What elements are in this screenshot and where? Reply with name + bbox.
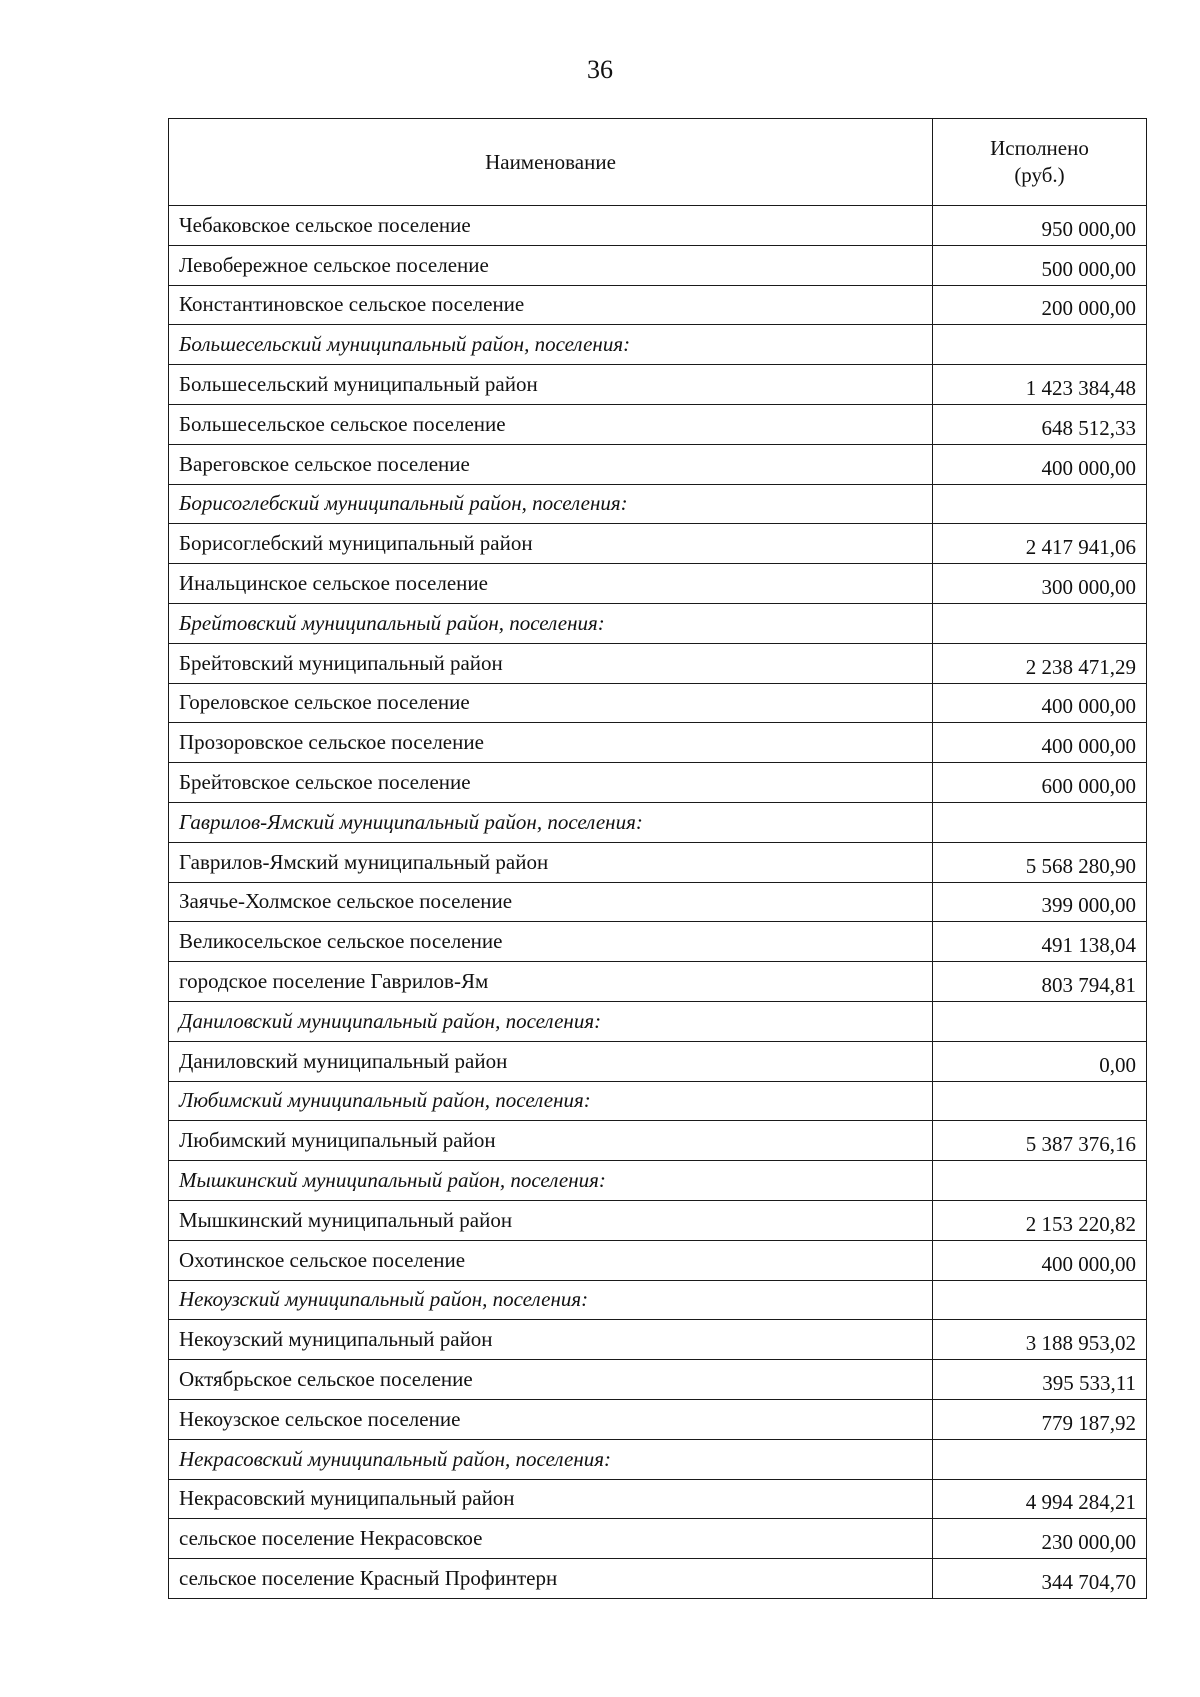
table-row <box>169 763 1147 803</box>
municipality-name: Октябрьское сельское поселение <box>169 1360 933 1400</box>
municipality-name: сельское поселение Красный Профинтерн <box>169 1559 933 1599</box>
table-row <box>169 1320 1147 1360</box>
municipality-name: Некоузский муниципальный район <box>169 1320 933 1360</box>
executed-amount <box>933 1001 1147 1041</box>
executed-amount <box>933 325 1147 365</box>
header-name-label: Наименование <box>485 149 616 174</box>
district-group-name: Брейтовский муниципальный район, поселения: <box>169 603 933 643</box>
municipality-name: Заячье-Холмское сельское поселение <box>169 882 933 922</box>
municipality-name: Даниловский муниципальный район <box>169 1041 933 1081</box>
executed-amount: 779 187,92 <box>933 1399 1147 1439</box>
executed-amount: 648 512,33 <box>933 404 1147 444</box>
header-name-cell <box>169 119 933 206</box>
municipality-name: Мышкинский муниципальный район <box>169 1200 933 1240</box>
table-row <box>169 206 1147 246</box>
table-row <box>169 245 1147 285</box>
executed-amount: 400 000,00 <box>933 723 1147 763</box>
table-row <box>169 1240 1147 1280</box>
executed-amount: 5 568 280,90 <box>933 842 1147 882</box>
district-group-name: Некоузский муниципальный район, поселения: <box>169 1280 933 1320</box>
budget-execution-table <box>168 118 1147 1599</box>
municipality-name: Вареговское сельское поселение <box>169 444 933 484</box>
district-group-name: Борисоглебский муниципальный район, поселения: <box>169 484 933 524</box>
municipality-name: Левобережное сельское поселение <box>169 245 933 285</box>
executed-amount: 600 000,00 <box>933 763 1147 803</box>
executed-amount <box>933 1439 1147 1479</box>
municipality-name: Константиновское сельское поселение <box>169 285 933 325</box>
table-row <box>169 444 1147 484</box>
executed-amount <box>933 1081 1147 1121</box>
executed-amount: 2 238 471,29 <box>933 643 1147 683</box>
executed-amount: 200 000,00 <box>933 285 1147 325</box>
municipality-name: Инальцинское сельское поселение <box>169 564 933 604</box>
district-group-row <box>169 1081 1147 1121</box>
municipality-name: Чебаковское сельское поселение <box>169 206 933 246</box>
table-row <box>169 1360 1147 1400</box>
table-row <box>169 404 1147 444</box>
header-value-label: Исполнено <box>990 136 1089 160</box>
executed-amount <box>933 802 1147 842</box>
municipality-name: Борисоглебский муниципальный район <box>169 524 933 564</box>
executed-amount: 3 188 953,02 <box>933 1320 1147 1360</box>
district-group-row <box>169 1001 1147 1041</box>
table-row <box>169 1479 1147 1519</box>
table-row <box>169 365 1147 405</box>
executed-amount <box>933 1161 1147 1201</box>
table-row <box>169 723 1147 763</box>
executed-amount <box>933 603 1147 643</box>
executed-amount: 1 423 384,48 <box>933 365 1147 405</box>
municipality-name: Большесельский муниципальный район <box>169 365 933 405</box>
district-group-name: Любимский муниципальный район, поселения: <box>169 1081 933 1121</box>
municipality-name: Гаврилов-Ямский муниципальный район <box>169 842 933 882</box>
table-row <box>169 524 1147 564</box>
header-value-cell <box>933 119 1147 206</box>
executed-amount: 400 000,00 <box>933 683 1147 723</box>
table-body <box>169 206 1147 1599</box>
table-row <box>169 1200 1147 1240</box>
executed-amount: 400 000,00 <box>933 444 1147 484</box>
page-number: 36 <box>587 55 613 84</box>
table-row <box>169 1041 1147 1081</box>
executed-amount: 344 704,70 <box>933 1559 1147 1599</box>
table-row <box>169 1399 1147 1439</box>
executed-amount: 950 000,00 <box>933 206 1147 246</box>
table-row <box>169 1519 1147 1559</box>
executed-amount <box>933 1280 1147 1320</box>
municipality-name: сельское поселение Некрасовское <box>169 1519 933 1559</box>
district-group-name: Некрасовский муниципальный район, поселения: <box>169 1439 933 1479</box>
executed-amount <box>933 484 1147 524</box>
executed-amount: 500 000,00 <box>933 245 1147 285</box>
municipality-name: Некоузское сельское поселение <box>169 1399 933 1439</box>
municipality-name: Охотинское сельское поселение <box>169 1240 933 1280</box>
district-group-row <box>169 1161 1147 1201</box>
municipality-name: Брейтовский муниципальный район <box>169 643 933 683</box>
table-row <box>169 285 1147 325</box>
municipality-name: Некрасовский муниципальный район <box>169 1479 933 1519</box>
table-row <box>169 683 1147 723</box>
municipality-name: Брейтовское сельское поселение <box>169 763 933 803</box>
table-row <box>169 962 1147 1002</box>
executed-amount: 5 387 376,16 <box>933 1121 1147 1161</box>
executed-amount: 803 794,81 <box>933 962 1147 1002</box>
table-row <box>169 564 1147 604</box>
municipality-name: Прозоровское сельское поселение <box>169 723 933 763</box>
municipality-name: Любимский муниципальный район <box>169 1121 933 1161</box>
municipality-name: Гореловское сельское поселение <box>169 683 933 723</box>
table-row <box>169 922 1147 962</box>
municipality-name: Большесельское сельское поселение <box>169 404 933 444</box>
executed-amount: 2 153 220,82 <box>933 1200 1147 1240</box>
district-group-name: Большесельский муниципальный район, поселения: <box>169 325 933 365</box>
district-group-row <box>169 325 1147 365</box>
header-row <box>169 119 1147 206</box>
executed-amount: 4 994 284,21 <box>933 1479 1147 1519</box>
executed-amount: 0,00 <box>933 1041 1147 1081</box>
executed-amount: 491 138,04 <box>933 922 1147 962</box>
table-row <box>169 842 1147 882</box>
district-group-name: Мышкинский муниципальный район, поселения: <box>169 1161 933 1201</box>
district-group-row <box>169 603 1147 643</box>
table-row <box>169 643 1147 683</box>
executed-amount: 395 533,11 <box>933 1360 1147 1400</box>
executed-amount: 230 000,00 <box>933 1519 1147 1559</box>
executed-amount: 400 000,00 <box>933 1240 1147 1280</box>
district-group-row <box>169 1280 1147 1320</box>
executed-amount: 399 000,00 <box>933 882 1147 922</box>
district-group-row <box>169 484 1147 524</box>
executed-amount: 300 000,00 <box>933 564 1147 604</box>
district-group-name: Даниловский муниципальный район, поселения: <box>169 1001 933 1041</box>
executed-amount: 2 417 941,06 <box>933 524 1147 564</box>
table-header <box>169 119 1147 206</box>
table-row <box>169 882 1147 922</box>
table-row <box>169 1559 1147 1599</box>
table-row <box>169 1121 1147 1161</box>
district-group-name: Гаврилов-Ямский муниципальный район, поселения: <box>169 802 933 842</box>
municipality-name: городское поселение Гаврилов-Ям <box>169 962 933 1002</box>
header-value-unit: (руб.) <box>1014 163 1065 187</box>
district-group-row <box>169 1439 1147 1479</box>
district-group-row <box>169 802 1147 842</box>
municipality-name: Великосельское сельское поселение <box>169 922 933 962</box>
